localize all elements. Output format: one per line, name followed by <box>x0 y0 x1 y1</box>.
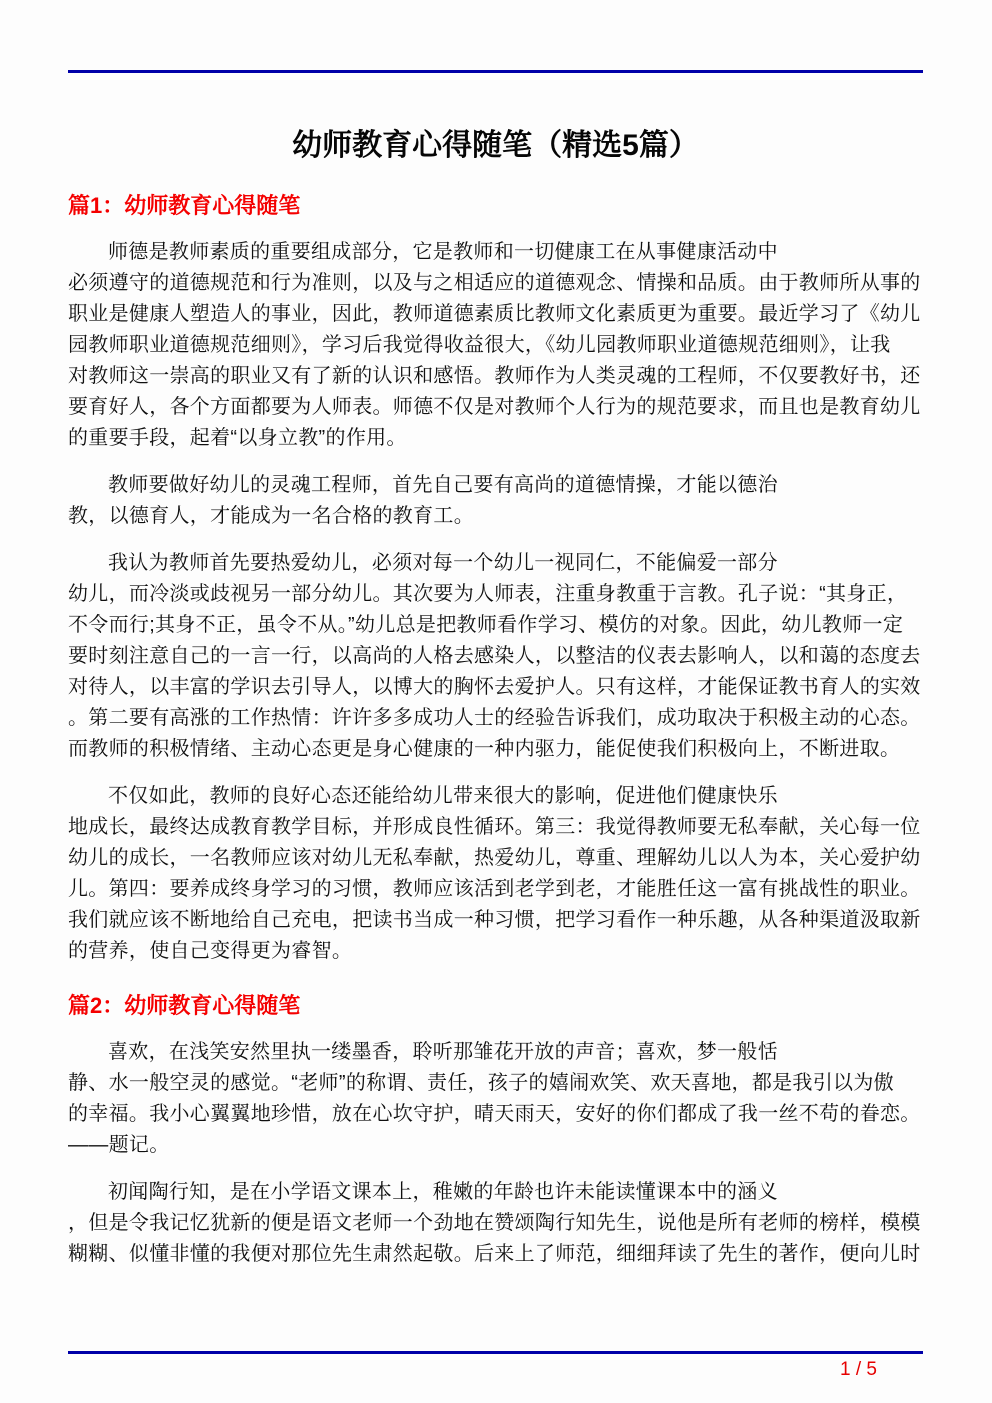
page-number: 1 / 5 <box>840 1359 877 1380</box>
paragraph-line: 职业是健康人塑造人的事业，因此，教师道德素质比教师文化素质更为重要。最近学习了《幼儿 <box>68 303 921 325</box>
paragraph-line: 不仅如此，教师的良好心态还能给幼儿带来很大的影响，促进他们健康快乐 <box>108 785 778 807</box>
page-footer <box>68 1351 923 1383</box>
paragraph-line: 对待人，以丰富的学识去引导人，以博大的胸怀去爱护人。只有这样，才能保证教书育人的实效 <box>68 676 921 698</box>
paragraph-line: 儿。第四：要养成终身学习的习惯，教师应该活到老学到老，才能胜任这一富有挑战性的职业。 <box>68 878 921 900</box>
paragraph-line: 师德是教师素质的重要组成部分，它是教师和一切健康工在从事健康活动中 <box>108 241 778 263</box>
paragraph-line: 对教师这一崇高的职业又有了新的认识和感悟。教师作为人类灵魂的工程师，不仅要教好书，还 <box>68 365 921 387</box>
paragraph-line: 园教师职业道德规范细则》，学习后我觉得收益很大，《幼儿园教师职业道德规范细则》，让我 <box>68 334 891 356</box>
paragraph-line: ，但是令我记忆犹新的便是语文老师一个劲地在赞颂陶行知先生，说他是所有老师的榜样，模模 <box>68 1212 921 1234</box>
paragraph-line: 幼儿的成长，一名教师应该对幼儿无私奉献，热爱幼儿，尊重、理解幼儿以人为本，关心爱护幼 <box>68 847 921 869</box>
paragraph-line: 的营养，使自己变得更为睿智。 <box>68 940 353 962</box>
paragraph-line: 不令而行;其身不正，虽令不从。”幼儿总是把教师看作学习、模仿的对象。因此，幼儿教师一定 <box>68 614 904 636</box>
body-paragraph <box>68 781 923 967</box>
paragraph-line: 要时刻注意自己的一言一行，以高尚的人格去感染人，以整洁的仪表去影响人，以和蔼的态度去 <box>68 645 921 667</box>
paragraph-line: 要育好人，各个方面都要为人师表。师德不仅是对教师个人行为的规范要求，而且也是教育幼儿 <box>68 396 921 418</box>
paragraph-line: ——题记。 <box>68 1134 170 1156</box>
paragraph-line: 幼儿，而冷淡或歧视另一部分幼儿。其次要为人师表，注重身教重于言教。孔子说：“其身正， <box>68 583 908 605</box>
document-content <box>68 70 923 1270</box>
body-paragraph <box>68 1037 923 1161</box>
section-heading: 篇1：幼师教育心得随笔 <box>68 193 301 218</box>
paragraph-line: 必须遵守的道德规范和行为准则，以及与之相适应的道德观念、情操和品质。由于教师所从事的 <box>68 272 921 294</box>
paragraph-line: 的幸福。我小心翼翼地珍惜，放在心坎守护，晴天雨天，安好的你们都成了我一丝不苟的眷恋。 <box>68 1103 921 1125</box>
paragraph-line: 而教师的积极情绪、主动心态更是身心健康的一种内驱力，能促使我们积极向上，不断进取。 <box>68 738 901 760</box>
body-paragraph <box>68 237 923 454</box>
paragraph-line: 初闻陶行知，是在小学语文课本上，稚嫩的年龄也许未能读懂课本中的涵义 <box>108 1181 778 1203</box>
paragraph-line: 的重要手段，起着“以身立教”的作用。 <box>68 427 407 449</box>
paragraph-line: 糊糊、似懂非懂的我便对那位先生肃然起敬。后来上了师范，细细拜读了先生的著作，便向儿时 <box>68 1243 921 1265</box>
footer-rule <box>68 1351 923 1354</box>
paragraph-line: 喜欢，在浅笑安然里执一缕墨香，聆听那雏花开放的声音；喜欢，梦一般恬 <box>108 1041 778 1063</box>
body-paragraph <box>68 470 923 532</box>
paragraph-line: 我认为教师首先要热爱幼儿，必须对每一个幼儿一视同仁，不能偏爱一部分 <box>108 552 778 574</box>
document-body <box>68 191 923 1270</box>
paragraph-line: 地成长，最终达成教育教学目标，并形成良性循环。第三：我觉得教师要无私奉献，关心每一位 <box>68 816 921 838</box>
body-paragraph <box>68 1177 923 1270</box>
body-paragraph <box>68 548 923 765</box>
paragraph-line: 教师要做好幼儿的灵魂工程师，首先自己要有高尚的道德情操，才能以德治 <box>108 474 778 496</box>
section-heading: 篇2：幼师教育心得随笔 <box>68 993 301 1018</box>
header-rule <box>68 70 923 73</box>
paragraph-line: 静、水一般空灵的感觉。“老师”的称谓、责任，孩子的嬉闹欢笑、欢天喜地，都是我引以为傲 <box>68 1072 894 1094</box>
paragraph-line: 教，以德育人，才能成为一名合格的教育工。 <box>68 505 474 527</box>
paragraph-line: 。第二要有高涨的工作热情：许许多多成功人士的经验告诉我们，成功取决于积极主动的心态。 <box>68 707 921 729</box>
paragraph-line: 我们就应该不断地给自己充电，把读书当成一种习惯，把学习看作一种乐趣，从各种渠道汲取新 <box>68 909 921 931</box>
document-title: 幼师教育心得随笔（精选5篇） <box>292 129 699 162</box>
